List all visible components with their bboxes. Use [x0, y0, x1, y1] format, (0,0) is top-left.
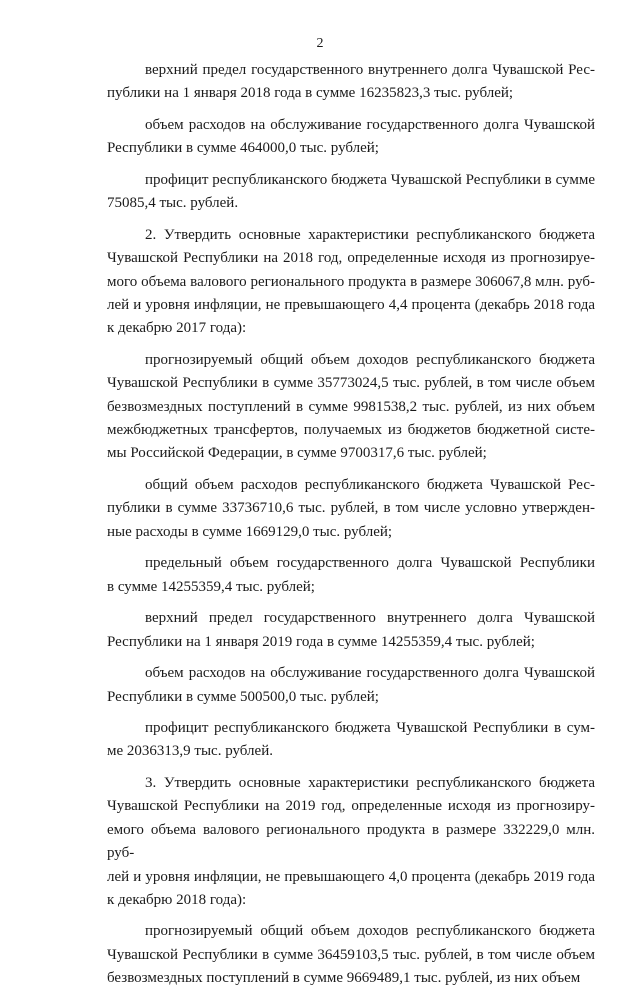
text-line: предельный объем государственного долга Чувашской Республики [145, 555, 595, 572]
text-line: мы Российской Федерации, в сумме 9700317,6 тыс. рублей; [107, 445, 487, 462]
text-line: прогнозируемый общий объем доходов республиканского бюджета [145, 351, 595, 368]
text-line: Республики в сумме 464000,0 тыс. рублей; [107, 140, 379, 157]
text-line: профицит республиканского бюджета Чувашской Республики в сум- [145, 720, 595, 736]
paragraph [107, 59, 595, 106]
text-line: Чувашской Республики в сумме 36459103,5 тыс. рублей, в том числе объем [107, 946, 595, 963]
paragraph [107, 349, 595, 466]
paragraph [107, 772, 595, 912]
text-line: Чувашской Республики на 2018 год, определенные исходя из прогнозируе- [107, 250, 595, 267]
text-line: безвозмездных поступлений в сумме 9981538,2 тыс. рублей, из них объем [107, 398, 595, 415]
paragraph [107, 552, 595, 599]
text-line: к декабрю 2017 года): [107, 320, 247, 337]
text-line: объем расходов на обслуживание государственного долга Чувашской [145, 116, 595, 133]
text-line: в сумме 14255359,4 тыс. рублей; [107, 578, 315, 595]
text-line: межбюджетных трансфертов, получаемых из бюджетов бюджетной систе- [107, 422, 595, 439]
text-line: профицит республиканского бюджета Чувашской Республики в сумме [145, 171, 595, 188]
text-line: мого объема валового регионального продукта в размере 306067,8 млн. руб- [107, 273, 595, 290]
text-line: Чувашской Республики на 2019 год, определенные исходя из прогнозиру- [107, 798, 595, 815]
text-line: публики в сумме 33736710,6 тыс. рублей, в том числе условно утвержден- [107, 500, 595, 517]
text-line: ные расходы в сумме 1669129,0 тыс. рублей; [107, 523, 393, 540]
document-body [107, 59, 595, 999]
paragraph [107, 920, 595, 990]
paragraph [107, 474, 595, 544]
paragraph [107, 169, 595, 216]
text-line: общий объем расходов республиканского бюджета Чувашской Рес- [145, 476, 595, 493]
text-line: публики на 1 января 2018 года в сумме 16235823,3 тыс. рублей; [107, 85, 514, 102]
paragraph [107, 607, 595, 654]
paragraph [107, 717, 595, 764]
text-line: верхний предел государственного внутреннего долга Чувашской Рес- [145, 62, 595, 78]
text-line: 75085,4 тыс. рублей. [107, 195, 239, 212]
text-line: лей и уровня инфляции, не превышающего 4,0 процента (декабрь 2019 года [107, 868, 595, 885]
paragraph [107, 224, 595, 341]
text-line: 3. Утвердить основные характеристики республиканского бюджета [145, 774, 595, 791]
text-line: Республики на 1 января 2019 года в сумме 14255359,4 тыс. рублей; [107, 633, 535, 650]
text-line: объем расходов на обслуживание государственного долга Чувашской [145, 665, 595, 682]
text-line: 2. Утвердить основные характеристики республиканского бюджета [145, 226, 595, 243]
page-number: 2 [316, 36, 324, 51]
text-line: безвозмездных поступлений в сумме 9669489,1 тыс. рублей, из них объем [107, 970, 581, 987]
text-line: ме 2036313,9 тыс. рублей. [107, 743, 273, 760]
text-line: к декабрю 2018 года): [107, 891, 247, 908]
text-line: емого объема валового регионального продукта в размере 332229,0 млн. руб- [107, 821, 595, 862]
paragraph [107, 662, 595, 709]
text-line: Республики в сумме 500500,0 тыс. рублей; [107, 688, 379, 705]
text-line: прогнозируемый общий объем доходов республиканского бюджета [145, 923, 595, 940]
text-line: Чувашской Республики в сумме 35773024,5 тыс. рублей, в том числе объем [107, 375, 595, 392]
text-line: лей и уровня инфляции, не превышающего 4,4 процента (декабрь 2018 года [107, 296, 595, 313]
text-line: верхний предел государственного внутреннего долга Чувашской [145, 610, 595, 627]
paragraph [107, 114, 595, 161]
